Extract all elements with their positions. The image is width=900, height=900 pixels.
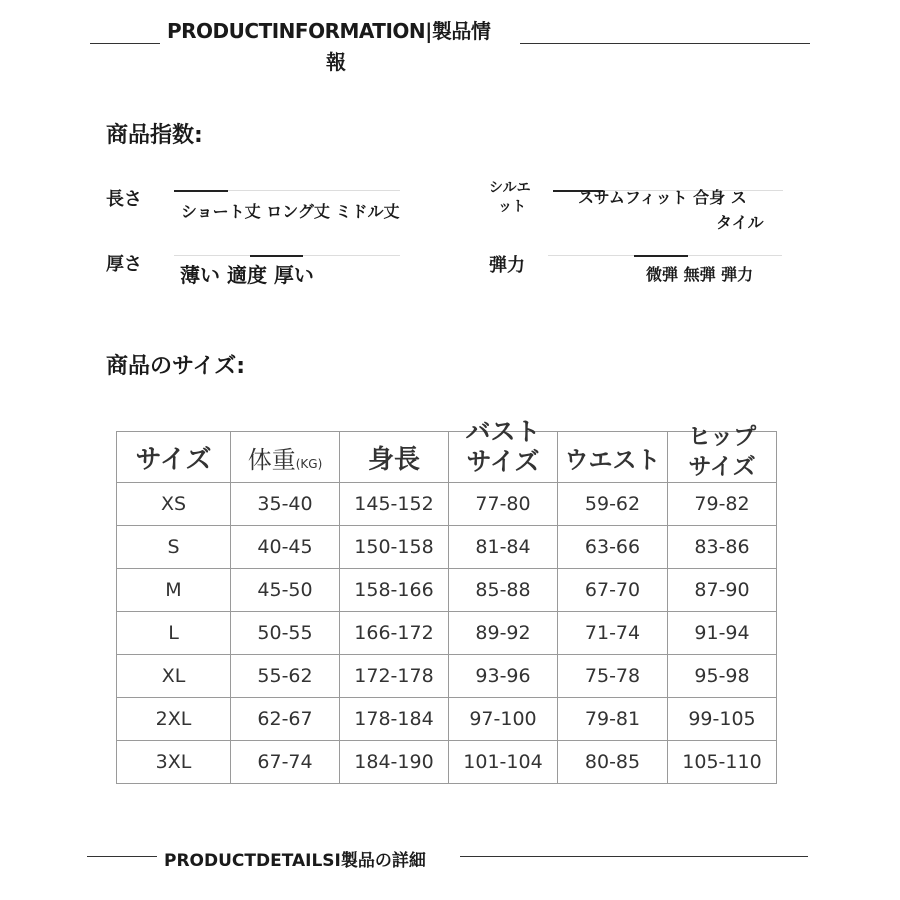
table-row bbox=[117, 483, 777, 526]
size-table bbox=[116, 417, 777, 784]
cell-bust: 93-96 bbox=[449, 655, 558, 698]
thickness-label: 厚さ bbox=[106, 254, 142, 275]
elasticity-label: 弾力 bbox=[489, 255, 525, 276]
cell-bust: 89-92 bbox=[449, 612, 558, 655]
cell-bust: 97-100 bbox=[449, 698, 558, 741]
cell-hip: 99-105 bbox=[668, 698, 777, 741]
length-selected-mark bbox=[174, 190, 228, 192]
cell-waist: 79-81 bbox=[558, 698, 668, 741]
cell-weight: 45-50 bbox=[231, 569, 340, 612]
cell-waist: 71-74 bbox=[558, 612, 668, 655]
header-hip: ヒップ サイズ bbox=[668, 432, 777, 483]
thickness-selected-mark bbox=[250, 255, 303, 257]
cell-bust: 85-88 bbox=[449, 569, 558, 612]
elasticity-selected-mark bbox=[634, 255, 688, 257]
cell-waist: 80-85 bbox=[558, 741, 668, 784]
cell-height: 158-166 bbox=[340, 569, 449, 612]
cell-bust: 81-84 bbox=[449, 526, 558, 569]
cell-weight: 67-74 bbox=[231, 741, 340, 784]
cell-waist: 63-66 bbox=[558, 526, 668, 569]
size-table-header-row bbox=[117, 432, 777, 483]
cell-height: 145-152 bbox=[340, 483, 449, 526]
header-title-line1: PRODUCTINFORMATION|製品情 bbox=[167, 19, 491, 43]
silhouette-label-line2: ット bbox=[498, 199, 526, 215]
cell-waist: 75-78 bbox=[558, 655, 668, 698]
cell-hip: 105-110 bbox=[668, 741, 777, 784]
cell-weight: 62-67 bbox=[231, 698, 340, 741]
length-options: ショート丈 ロング丈 ミドル丈 bbox=[181, 202, 400, 221]
cell-size: 2XL bbox=[117, 698, 231, 741]
cell-hip: 91-94 bbox=[668, 612, 777, 655]
cell-size: XS bbox=[117, 483, 231, 526]
cell-hip: 83-86 bbox=[668, 526, 777, 569]
cell-hip: 95-98 bbox=[668, 655, 777, 698]
header-size: サイズ bbox=[117, 432, 231, 483]
length-track bbox=[228, 190, 400, 191]
table-row bbox=[117, 526, 777, 569]
cell-height: 172-178 bbox=[340, 655, 449, 698]
cell-height: 166-172 bbox=[340, 612, 449, 655]
cell-bust: 101-104 bbox=[449, 741, 558, 784]
cell-waist: 67-70 bbox=[558, 569, 668, 612]
cell-height: 150-158 bbox=[340, 526, 449, 569]
table-row bbox=[117, 741, 777, 784]
cell-size: M bbox=[117, 569, 231, 612]
table-row bbox=[117, 698, 777, 741]
cell-weight: 35-40 bbox=[231, 483, 340, 526]
length-label: 長さ bbox=[106, 189, 142, 210]
cell-size: S bbox=[117, 526, 231, 569]
cell-size: 3XL bbox=[117, 741, 231, 784]
table-row bbox=[117, 569, 777, 612]
header-weight: 体重(KG) bbox=[231, 432, 340, 483]
table-row bbox=[117, 612, 777, 655]
cell-waist: 59-62 bbox=[558, 483, 668, 526]
thickness-options: 薄い 適度 厚い bbox=[180, 263, 314, 287]
table-row bbox=[117, 655, 777, 698]
cell-weight: 40-45 bbox=[231, 526, 340, 569]
header-bust: バスト サイズ bbox=[449, 432, 558, 483]
cell-weight: 50-55 bbox=[231, 612, 340, 655]
cell-weight: 55-62 bbox=[231, 655, 340, 698]
cell-bust: 77-80 bbox=[449, 483, 558, 526]
index-section-title: 商品指数: bbox=[106, 123, 203, 148]
size-section-title: 商品のサイズ: bbox=[106, 354, 246, 379]
header-waist: ウエスト bbox=[558, 432, 668, 483]
cell-height: 178-184 bbox=[340, 698, 449, 741]
cell-hip: 79-82 bbox=[668, 483, 777, 526]
header-height: 身長 bbox=[340, 432, 449, 483]
header-title-line2: 報 bbox=[326, 50, 346, 74]
cell-hip: 87-90 bbox=[668, 569, 777, 612]
elasticity-options: 微弾 無弾 弾力 bbox=[646, 265, 754, 284]
footer-title: PRODUCTDETAILSI製品の詳細 bbox=[164, 851, 426, 871]
silhouette-options-line0: スサムフィット 合身 ス bbox=[578, 188, 747, 207]
cell-size: XL bbox=[117, 655, 231, 698]
silhouette-options-line1: タイル bbox=[716, 213, 764, 232]
cell-height: 184-190 bbox=[340, 741, 449, 784]
header-right-rule bbox=[520, 43, 810, 44]
silhouette-label-line1: シルエ bbox=[489, 180, 531, 196]
header-left-rule bbox=[90, 43, 160, 44]
footer-right-rule bbox=[460, 856, 808, 857]
header-weight-unit: (KG) bbox=[295, 456, 323, 471]
footer-left-rule bbox=[87, 856, 157, 857]
cell-size: L bbox=[117, 612, 231, 655]
